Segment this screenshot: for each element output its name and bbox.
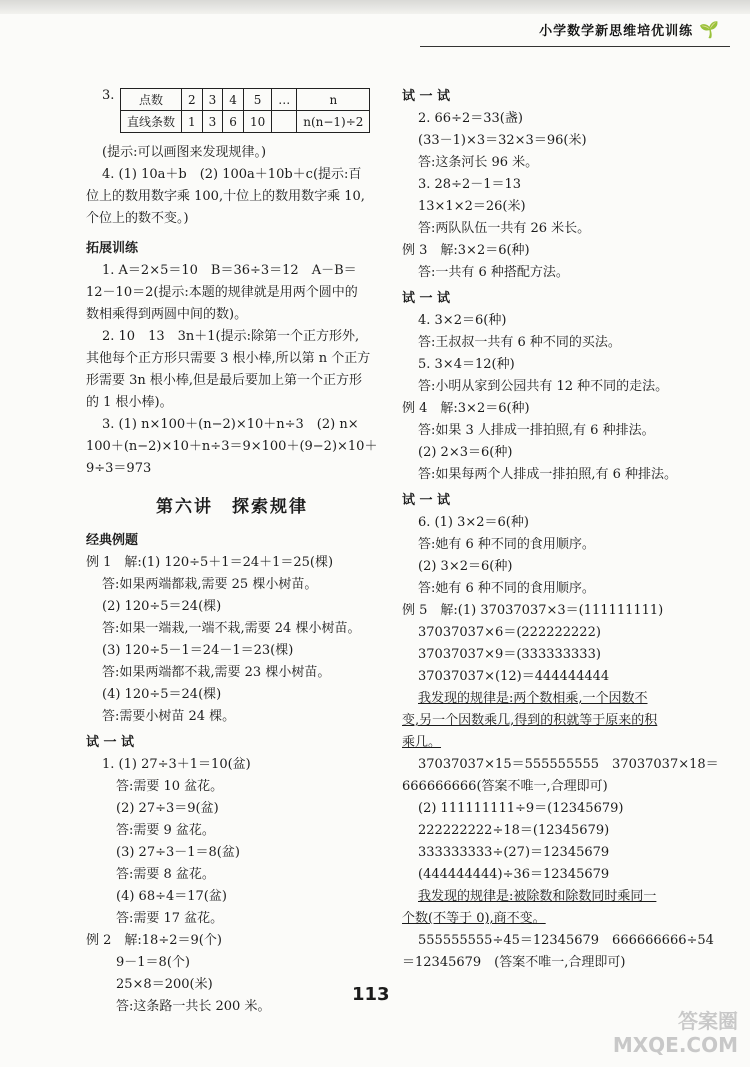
table-cell: 10 [243,111,271,133]
rule-text: 变,另一个因数乘几,得到的积就等于原来的积 [402,713,658,728]
text-line: 37037037×(12)＝444444444 [418,669,610,684]
text-line: (3) 27÷3－1＝8(盆) [116,845,240,860]
hint-block [86,142,378,230]
table-label: 3. [102,88,115,103]
rule-finding-2 [402,886,722,908]
text-line: 答:这条路一共长 200 米。 [116,999,271,1014]
text-line: 答:需要 17 盆花。 [116,911,224,926]
rule-finding-1 [402,688,722,710]
example-3-block [402,240,722,284]
text-line: (2) 3×2＝6(种) [418,559,513,574]
text-line: (4) 68÷4＝17(盆) [116,889,227,904]
section-title-try: 试 一 试 [86,735,135,750]
text-line: 37037037×15＝555555555 37037037×18＝ [418,757,719,772]
text-line: 1. A＝2×5＝10 B＝36÷3＝12 A－B＝ [102,263,357,278]
text-line: 答:如果两端都栽,需要 25 棵小树苗。 [102,577,318,592]
text-line: 例 4 解:3×2＝6(种) [402,401,530,416]
text-line: (2) 27÷3＝9(盆) [116,801,219,816]
table-cell: 点数 [121,89,182,111]
example-4-block [402,398,722,486]
text-line: 位上的数用数字乘 100,十位上的数用数字乘 10, [86,189,365,204]
text-line: 25×8＝200(米) [116,977,213,992]
text-line: 数相乘得到两圆中间的数)。 [86,307,248,322]
header-title: 小学数学新思维培优训练 [539,24,694,39]
text-line: (2) 111111111÷9＝(12345679) [418,801,624,816]
text-line: 100＋(n−2)×10＋n÷3＝9×100＋(9−2)×10＋ [86,439,378,454]
table-cell: 3 [202,111,223,133]
text-line: (提示:可以画图来发现规律。) [102,145,267,160]
example-5-extra [402,930,722,974]
table-cell: n(n−1)÷2 [297,111,370,133]
text-line: 答:如果每两个人排成一排拍照,有 6 种排法。 [418,467,678,482]
text-line: 答:需要小树苗 24 棵。 [102,709,236,724]
table-cell: n [297,89,370,111]
text-line: (2) 120÷5＝24(棵) [102,599,222,614]
text-line: 答:一共有 6 种搭配方法。 [418,265,569,280]
text-line: 6. (1) 3×2＝6(种) [418,515,529,530]
rule-text: 我发现的规律是:两个数相乘,一个因数不 [418,691,648,706]
text-line: (4) 120÷5＝24(棵) [102,687,222,702]
rule-text: 乘几。 [402,735,442,750]
text-line: 3. (1) n×100＋(n−2)×10＋n÷3 (2) n× [102,417,359,432]
text-line: 9－1＝8(个) [116,955,190,970]
text-line: (33－1)×3＝32×3＝96(米) [418,133,587,148]
text-line: 的 1 根小棒)。 [86,395,173,410]
text-line: 答:如果两端都不栽,需要 23 棵小树苗。 [102,665,331,680]
text-line: 例 1 解:(1) 120÷5＋1＝24＋1＝25(棵) [86,555,334,570]
try-block [402,310,722,398]
lecture-title: 第六讲 探索规律 [156,497,308,517]
table-cell: 1 [182,111,203,133]
rule-finding-1b [402,710,722,732]
text-line: 形需要 3n 根小棒,但是最后要加上第一个正方形 [86,373,363,388]
text-line: 2. 10 13 3n＋1(提示:除第一个正方形外, [102,329,360,344]
text-line: 4. (1) 10a＋b (2) 100a＋10b＋c(提示:百 [102,167,362,182]
example-5-block [402,600,722,688]
watermark [613,1009,738,1057]
table-cell [272,111,297,133]
text-line: 答:她有 6 种不同的食用顺序。 [418,537,595,552]
try-block [402,108,722,240]
try-block [402,512,722,600]
text-line: 37037037×9＝(333333333) [418,647,601,662]
right-column [402,86,722,974]
section-title-classic: 经典例题 [86,533,139,548]
section-title-try: 试 一 试 [402,493,451,508]
text-line: 4. 3×2＝6(种) [418,313,507,328]
section-title-try: 试 一 试 [402,291,451,306]
table-cell: 直线条数 [121,111,182,133]
text-line: (3) 120÷5－1＝24－1＝23(棵) [102,643,294,658]
text-line: 答:需要 10 盆花。 [116,779,224,794]
text-line: 例 3 解:3×2＝6(种) [402,243,530,258]
text-line: 例 5 解:(1) 37037037×3＝(111111111) [402,603,664,618]
rule-finding-1c [402,732,722,754]
text-line: 1. (1) 27÷3＋1＝10(盆) [102,757,251,772]
rule-finding-2b [402,908,722,930]
rule-text: 个数(不等于 0),商不变。 [402,911,546,926]
watermark-line: MXQE.COM [612,1033,738,1057]
text-line: 答:王叔叔一共有 6 种不同的买法。 [418,335,621,350]
text-line: 个位上的数不变。) [86,211,189,226]
text-line: 666666666(答案不唯一,合理即可) [402,779,608,794]
watermark-line: 答案圈 [678,1009,738,1033]
scan-top-band [0,0,750,14]
text-line: 答:如果 3 人排成一排拍照,有 6 种排法。 [418,423,655,438]
text-line: ＝12345679 (答案不唯一,合理即可) [402,955,626,970]
text-line: 答:需要 8 盆花。 [116,867,215,882]
example-5-continued [402,754,722,886]
text-line: 5. 3×4＝12(种) [418,357,515,372]
text-line: 9÷3＝973 [86,461,152,476]
try-block [86,754,378,930]
section-title-try: 试 一 试 [402,89,451,104]
table-row [121,89,370,111]
section-title-extension: 拓展训练 [86,241,139,256]
text-line: 37037037×6＝(222222222) [418,625,601,640]
page-number: 113 [352,984,390,1005]
table-cell: 3 [202,89,223,111]
sprout-icon: 🌱 [699,20,720,39]
table-row [121,111,370,133]
rule-text: 我发现的规律是:被除数和除数同时乘同一 [418,889,657,904]
table-cell: 6 [223,111,244,133]
text-line: 答:这条河长 96 米。 [418,155,539,170]
table-cell: 5 [243,89,271,111]
text-line: 555555555÷45＝12345679 666666666÷54 [418,933,714,948]
text-line: (2) 2×3＝6(种) [418,445,513,460]
text-line: 答:她有 6 种不同的食用顺序。 [418,581,595,596]
header-rule [420,46,730,47]
text-line: 答:小明从家到公园共有 12 种不同的走法。 [418,379,669,394]
text-line: 3. 28÷2－1＝13 [418,177,522,192]
text-line: 例 2 解:18÷2＝9(个) [86,933,222,948]
example-1-block [86,552,378,728]
text-line: 13×1×2＝26(米) [418,199,526,214]
example-2-block [86,930,378,1018]
table-cell: 4 [223,89,244,111]
book-header [539,20,720,39]
text-line: 答:需要 9 盆花。 [116,823,215,838]
point-line-table [120,88,370,133]
text-line: 333333333÷(27)＝12345679 [418,845,610,860]
table-cell: … [272,89,297,111]
left-column [86,142,378,1018]
text-line: 222222222÷18＝(12345679) [418,823,610,838]
extension-block [86,260,378,480]
text-line: (444444444)÷36＝12345679 [418,867,610,882]
table-cell: 2 [182,89,203,111]
text-line: 答:如果一端栽,一端不栽,需要 24 棵小树苗。 [102,621,361,636]
text-line: 答:两队队伍一共有 26 米长。 [418,221,591,236]
text-line: 2. 66÷2＝33(盏) [418,111,523,126]
text-line: 其他每个正方形只需要 3 根小棒,所以第 n 个正方 [86,351,371,366]
text-line: 12－10＝2(提示:本题的规律就是用两个圆中的 [86,285,358,300]
